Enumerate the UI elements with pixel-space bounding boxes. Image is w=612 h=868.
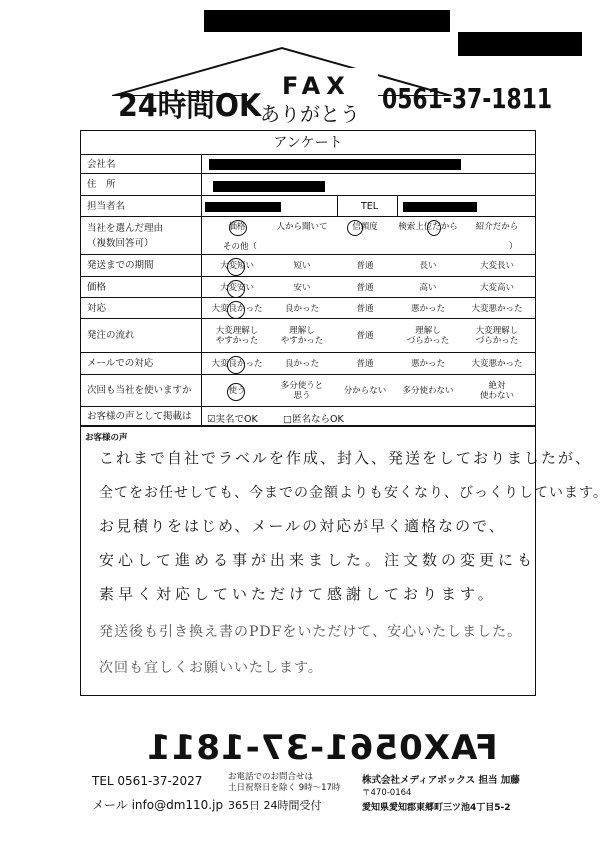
survey-option[interactable]: 大変理解し づらかった	[475, 326, 519, 346]
reason-price: 価格	[228, 222, 246, 232]
survey-option[interactable]: 悪かった	[410, 303, 445, 314]
person-label: 担当者名	[87, 201, 126, 212]
comment-line: これまで自社でラベルを作成、封入、発送をしておりましたが、	[99, 449, 593, 467]
survey-option[interactable]: 悪かった	[410, 359, 445, 369]
redacted-title-bar	[204, 10, 450, 32]
company-row	[81, 155, 535, 174]
survey-option[interactable]: 高い	[419, 282, 437, 293]
survey-option[interactable]: 普通	[356, 303, 374, 314]
survey-row	[81, 375, 535, 407]
fax-number-heading: 0561-37-1811	[382, 82, 553, 115]
redacted-corner-box	[458, 32, 582, 56]
survey-option[interactable]: 大変理解し やすかった	[215, 326, 259, 346]
survey-row	[81, 255, 535, 277]
survey-row-label: 対応	[87, 302, 107, 314]
footer-mail: メール info@dm110.jp	[92, 798, 224, 812]
footer-company: 株式会社メディアボックス 担当 加藤	[362, 775, 520, 786]
survey-option[interactable]: 普通	[356, 359, 374, 369]
address-label: 住 所	[87, 179, 116, 190]
survey-option[interactable]: 普通	[356, 282, 374, 293]
survey-row	[81, 298, 535, 319]
thanks-heading: ありがとう	[260, 102, 360, 126]
survey-row-label: 次回も当社を使いますか	[87, 385, 192, 396]
footer-tel: TEL 0561-37-2027	[92, 774, 203, 788]
reason-price-circle	[229, 220, 247, 236]
survey-option[interactable]: 普通	[356, 261, 374, 271]
survey-option[interactable]: 大変高い	[479, 282, 514, 293]
survey-row-label: 発送までの期間	[87, 260, 154, 271]
survey-option[interactable]: 多分使わない	[402, 386, 454, 396]
reason-introduction: 紹介だから	[475, 222, 519, 232]
survey-option[interactable]: 大変良かった	[211, 359, 263, 369]
reason-trust: 信頼度	[352, 222, 378, 232]
selected-option-circle	[227, 356, 245, 374]
survey-option[interactable]: 多分使うと 思う	[280, 381, 324, 401]
redacted-tel	[403, 202, 477, 212]
survey-option[interactable]: 長い	[419, 261, 437, 271]
comment-line: 安心して進める事が出来ました。注文数の変更にも	[99, 551, 537, 569]
comment-line: 次回も宜しくお願いいたします。	[99, 660, 323, 676]
footer-hours-note: お電話でのお問合せは 土日祝祭日を除く 9時〜17時	[228, 772, 341, 793]
footer-fax-hours: 365日 24時間受付	[228, 799, 322, 812]
reason-trust-circle	[347, 220, 363, 236]
fax-heading: FAX	[282, 72, 351, 100]
survey-option[interactable]: 良かった	[284, 303, 319, 314]
survey-option[interactable]: 大変悪かった	[471, 303, 523, 314]
mirrored-fax-number: FAX0561-37-1811	[146, 728, 498, 768]
reason-search-circle	[427, 220, 441, 236]
survey-option[interactable]: 大変良かった	[211, 303, 263, 314]
tel-label: TEL	[361, 201, 379, 212]
survey-option[interactable]: 良かった	[284, 359, 319, 369]
survey-row-label: 価格	[87, 281, 107, 293]
survey-option[interactable]: 分からない	[343, 386, 387, 396]
publish-label: お客様の声として掲載は	[87, 411, 192, 422]
survey-option[interactable]: 絶対 使わない	[479, 381, 514, 401]
selected-option-circle	[227, 280, 245, 298]
survey-option[interactable]: 理解し やすかった	[280, 326, 324, 346]
footer-address: 愛知県愛知郡東郷町三ツ池4丁目5-2	[362, 803, 511, 813]
selected-option-circle	[227, 258, 245, 276]
reason-row	[81, 217, 535, 255]
survey-row-label: 発注の流れ	[87, 330, 135, 341]
survey-option[interactable]: 短い	[293, 261, 311, 271]
person-row	[81, 196, 535, 217]
comment-line: 全てをお任せしても、今までの金額よりも安くなり、びっくりしています。	[99, 485, 608, 501]
redacted-company	[209, 159, 461, 170]
survey-option[interactable]: 大変短い	[219, 261, 254, 271]
reason-other: その他（	[223, 242, 258, 252]
reason-referral: 人から聞いて	[276, 222, 328, 232]
selected-option-circle	[227, 383, 245, 401]
hours-banner: 24時間OK	[118, 88, 262, 124]
selected-option-circle	[227, 301, 245, 319]
survey-title: アンケート	[81, 131, 535, 155]
survey-row	[81, 353, 535, 375]
footer-zip: 〒470-0164	[362, 788, 412, 798]
survey-option[interactable]: 大変悪かった	[471, 359, 523, 369]
survey-option[interactable]: 理解し づらかった	[406, 326, 450, 346]
survey-option[interactable]: 普通	[356, 331, 374, 341]
survey-row	[81, 319, 535, 353]
comments-label: お客様の声	[85, 433, 128, 443]
customer-comments	[80, 426, 608, 696]
publish-real-name-checkbox[interactable]: ☑実名でOK	[207, 414, 258, 425]
address-row	[81, 174, 535, 196]
redacted-address	[213, 181, 325, 192]
survey-row-label: メールでの対応	[87, 358, 154, 369]
survey-option[interactable]: 大変安い	[219, 282, 254, 293]
redacted-person	[205, 202, 281, 212]
reason-other-close: ）	[509, 242, 518, 252]
comment-line: 発送後も引き換え書のPDFをいただけて、安心いたしました。	[99, 624, 523, 640]
survey-option[interactable]: 安い	[293, 282, 311, 293]
reason-label: 当社を選んだ理由 （複数回答可）	[87, 223, 164, 249]
company-label: 会社名	[87, 159, 116, 170]
comment-line: お見積りをはじめ、メールの対応が早く適格なので、	[99, 517, 506, 535]
survey-row	[81, 277, 535, 298]
survey-option[interactable]: 大変長い	[479, 261, 514, 271]
survey-option[interactable]: 使う	[228, 386, 246, 396]
reason-search: 検索上位だから	[398, 222, 458, 232]
publish-anonymous-checkbox[interactable]: □匿名ならOK	[283, 414, 344, 425]
comment-line: 素早く対応していただけて感謝しております。	[99, 585, 497, 603]
survey-form	[80, 130, 536, 426]
publish-row	[81, 407, 535, 427]
